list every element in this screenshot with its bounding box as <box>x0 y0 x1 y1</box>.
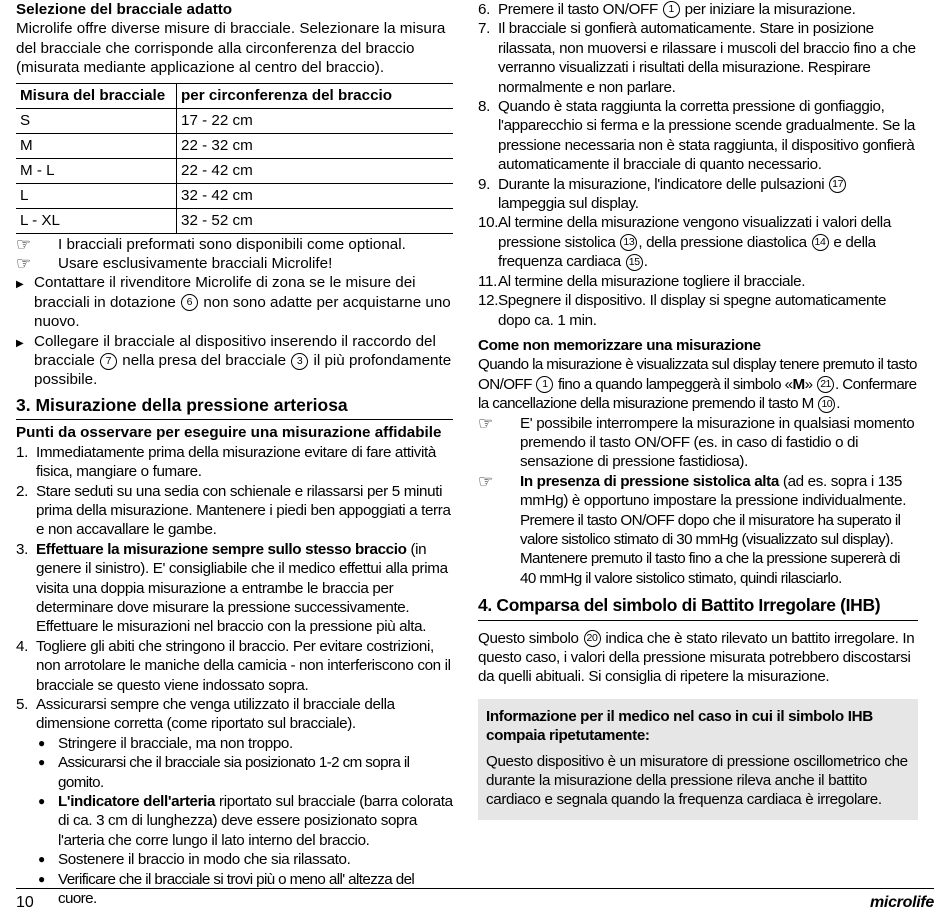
table-row <box>16 133 453 158</box>
list-item: 3. Effettuare la misurazione sempre sullo stesso braccio (in genere il sinistro). E' consigliabile che il medico effettui alla prima visita una doppia misurazione a entrambe le braccia per determinare dove misurare la pressione successivamente. Effettuare le misurazioni nel braccio con la pressione più alta. <box>16 540 448 636</box>
right-column <box>478 0 918 820</box>
reference-number: 15 <box>626 254 643 271</box>
list-item: 11. Al termine della misurazione togliere il bracciale. <box>478 272 806 290</box>
list-item: ● L'indicatore dell'arteria riportato sul bracciale (barra colorata di ca. 3 cm di lunghezza) deve essere posizionato sopra l'arteria che corre lungo il lato interno del braccio. <box>38 793 453 849</box>
table-row <box>16 183 453 208</box>
brand-logo: microlife <box>870 894 934 911</box>
ihb-text: Questo simbolo 20 indica che è stato rilevato un battito irregolare. In questo caso, i valori della pressione misurata potrebbero discostarsi da quelli abituali. Si consiglia di ripetere la misurazione. <box>478 629 915 686</box>
table-cell: S <box>16 108 177 133</box>
table-row <box>16 158 453 183</box>
section-3-heading: 3. Misurazione della pressione arteriosa <box>16 396 453 420</box>
steps-list <box>16 443 453 909</box>
table-header: Misura del bracciale <box>16 83 177 108</box>
note-text: E' possibile interrompere la misurazione in qualsiasi momento premendo il tasto ON/OFF (es. in caso di fastidio o di sensazione di pressione fastidiosa). <box>520 414 915 471</box>
note-text: In presenza di pressione sistolica alta (ad es. sopra i 135 mmHg) è opportuno impostare la pressione individualmente. Premere il tasto ON/OFF dopo che il misuratore ha superato il valore sistolico stimato di 30 mmHg (visualizzato sul display). Mantenere premuto il tasto fino a che la pressione supererà di 40 mmHg il valore sistolico stimato, quindi rilasciarlo. <box>520 472 907 587</box>
bullet-text: Contattare il rivenditore Microlife di zona se le misure dei bracciali in dotazione 6 non sono adatte per acquistarne uno nuovo. <box>34 274 451 331</box>
note-item <box>478 414 918 472</box>
list-item: ● Stringere il bracciale, ma non troppo. <box>38 734 293 752</box>
list-item: 12. Spegnere il dispositivo. Il display si spegne automaticamente dopo ca. 1 min. <box>478 292 887 329</box>
reference-number: 1 <box>536 376 553 393</box>
list-item: ● Verificare che il bracciale si trovi più o meno all' altezza del cuore. <box>38 870 415 908</box>
list-item: 1. Immediatamente prima della misurazione evitare di fare attività fisica, mangiare o fumare. <box>16 443 437 481</box>
bullet-item <box>16 273 453 331</box>
table-cell: L <box>16 183 177 208</box>
reliable-measurement-title: Punti da osservare per eseguire una misurazione affidabile <box>16 424 442 442</box>
note-item <box>16 254 453 273</box>
reference-number: 3 <box>291 353 308 370</box>
pointing-hand-icon: ☞ <box>16 234 32 254</box>
reference-number: 21 <box>817 376 834 393</box>
list-item: 10. Al termine della misurazione vengono visualizzati i valori della pressione sistolica 13 , della pressione diastolica 14 e della frequenza cardiaca 15 . <box>478 214 891 271</box>
note-item <box>16 235 453 254</box>
cuff-size-table <box>16 83 453 234</box>
reference-number: 14 <box>812 234 829 251</box>
list-item: 5. Assicurarsi sempre che venga utilizzato il bracciale della dimensione corretta (come riportato sul bracciale). ● Stringere il bracciale, ma non troppo. ● Assicurarsi che il bracciale sia posizionato 1-2 cm sopra il gomito. ● L'indicatore dell'arteria riportato sul bracciale (barra colorata di ca. 3 cm di lunghezza) deve essere posizionato sopra l'arteria che corre lungo il lato interno del braccio. ● Sostenere il braccio in modo che sia rilassato. ● Verificare che il bracciale si trovi più o meno all' altezza del cuore. <box>16 695 453 908</box>
reference-number: 13 <box>620 234 637 251</box>
steps-list-continued <box>478 0 918 330</box>
table-header: per circonferenza del braccio <box>177 83 454 108</box>
doctor-info-text: Questo dispositivo è un misuratore di pressione oscillometrico che durante la misurazione della pressione rileva anche il battito cardiaco e segnala quando la frequenza cardiaca è irregolare. <box>486 752 908 809</box>
page-footer <box>16 888 934 919</box>
table-cell: 32 - 42 cm <box>177 183 454 208</box>
list-item: 2. Stare seduti su una sedia con schienale e rilassarsi per 5 minuti prima della misurazione. Mantenere i piedi ben appoggiati a terra e non accavallare le gambe. <box>16 482 451 539</box>
cuff-selection-text: Microlife offre diverse misure di bracciale. Selezionare la misura del bracciale che corrisponde alla circonferenza del braccio (misurata mediante applicazione al centro del braccio). <box>16 20 446 77</box>
list-item: 7. Il bracciale si gonfierà automaticamente. Stare in posizione rilassata, non muoversi e rilassare i muscoli del braccio fino a che verranno visualizzati i risultati della misurazione. Respirare normalmente e non parlare. <box>478 20 916 96</box>
reference-number: 17 <box>829 176 846 193</box>
note-text: Usare esclusivamente bracciali Microlife! <box>58 255 333 273</box>
no-memory-text: Quando la misurazione è visualizzata sul display tenere premuto il tasto ON/OFF 1 fino a quando lampeggerà il simbolo «M» 21 . Confermare la cancellazione della misurazione premendo il tasto M 10 . <box>478 356 917 413</box>
pointing-hand-icon: ☞ <box>16 254 32 274</box>
no-memory-title: Come non memorizzare una misurazione <box>478 336 761 354</box>
section-4-heading: 4. Comparsa del simbolo di Battito Irregolare (IHB) <box>478 596 918 620</box>
reference-number: 6 <box>181 294 198 311</box>
list-item: 6. Premere il tasto ON/OFF 1 per iniziare la misurazione. <box>478 1 856 18</box>
note-item <box>478 472 918 588</box>
table-cell: 22 - 42 cm <box>177 158 454 183</box>
table-cell: M <box>16 133 177 158</box>
reference-number: 7 <box>100 353 117 370</box>
list-item: 4. Togliere gli abiti che stringono il braccio. Per evitare costrizioni, non arrotolare le maniche della camicia - non interferiscono con il bracciale se questo viene indossato sopra. <box>16 637 451 694</box>
triangle-bullet-icon: ▶ <box>16 279 24 291</box>
list-item: 9. Durante la misurazione, l'indicatore delle pulsazioni 17 lampeggia sul display. <box>478 175 918 214</box>
table-row <box>16 208 453 233</box>
sub-bullet-list <box>36 734 453 909</box>
page-number: 10 <box>16 894 34 911</box>
triangle-bullet-icon: ▶ <box>16 337 24 349</box>
note-text: I bracciali preformati sono disponibili come optional. <box>58 235 406 253</box>
bullet-text: Collegare il bracciale al dispositivo inserendo il raccordo del bracciale 7 nella presa del bracciale 3 il più profondamente possibile. <box>34 332 452 389</box>
list-item: ● Sostenere il braccio in modo che sia rilassato. <box>38 851 351 869</box>
table-cell: 22 - 32 cm <box>177 133 454 158</box>
bullet-item <box>16 332 453 390</box>
table-cell: L - XL <box>16 208 177 233</box>
left-column <box>16 0 453 908</box>
table-cell: 17 - 22 cm <box>177 108 454 133</box>
doctor-info-title: Informazione per il medico nel caso in cui il simbolo IHB compaia ripetutamente: <box>486 707 873 745</box>
reference-number: 20 <box>584 630 601 647</box>
list-item: ● Assicurarsi che il bracciale sia posizionato 1-2 cm sopra il gomito. <box>38 754 410 791</box>
table-row <box>16 108 453 133</box>
reference-number: 10 <box>818 396 835 413</box>
table-cell: 32 - 52 cm <box>177 208 454 233</box>
cuff-selection-title: Selezione del bracciale adatto <box>16 1 233 18</box>
table-cell: M - L <box>16 158 177 183</box>
table-header-row <box>16 83 453 108</box>
pointing-hand-icon: ☞ <box>478 471 493 491</box>
list-item: 8. Quando è stata raggiunta la corretta pressione di gonfiaggio, l'apparecchio si ferma e la pressione scende gradualmente. Se la pressione necessaria non è stata raggiunta, il dispositivo gonfierà automaticamente il bracciale di quanto necessario. <box>478 98 915 174</box>
doctor-info-box <box>478 699 918 820</box>
pointing-hand-icon: ☞ <box>478 413 493 433</box>
reference-number: 1 <box>663 1 680 18</box>
